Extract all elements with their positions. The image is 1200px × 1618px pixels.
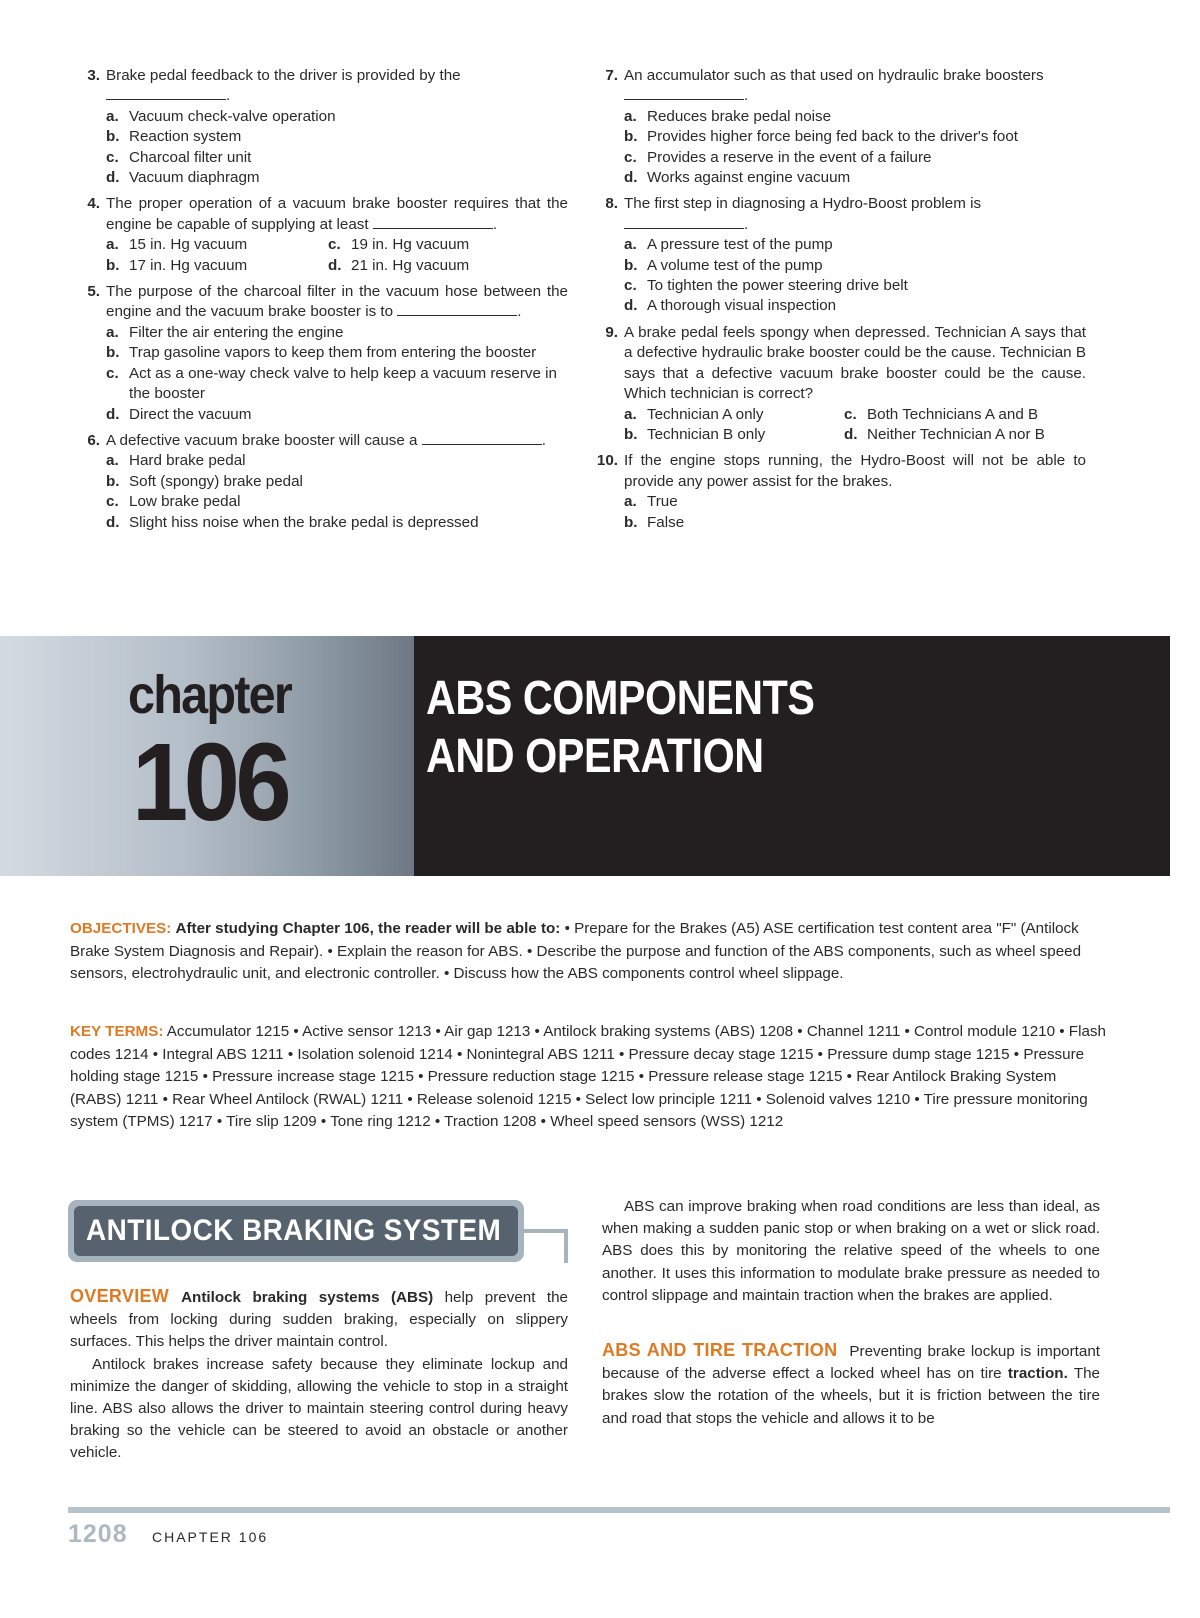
answer-blank [422,432,542,445]
objectives-label: OBJECTIVES: [70,920,172,937]
footer-rule [68,1507,1170,1513]
section-connector [524,1229,568,1233]
option: c. 19 in. Hg vacuum [328,236,470,254]
chapter-title: ABS COMPONENTS AND OPERATION [426,672,815,783]
option: d. Slight hiss noise when the brake pedal is depressed [106,513,479,531]
option: d. Works against engine vacuum [624,169,851,187]
overview-paragraph-2: Antilock brakes increase safety because they eliminate lockup and minimize the danger of skidding, allowing the vehicle to stop in a straight line. ABS also allows the driver to maintain steering control during heavy braking so the vehicle can be steered to avoid an obstacle or another vehicle. [70,1355,568,1462]
question-number: 7. [605,67,618,84]
question-number: 9. [605,323,618,341]
question-number: 3. [87,67,100,84]
question-8 [596,194,1086,316]
option: b. Soft (spongy) brake pedal [106,472,303,490]
overview-paragraph-1: OVERVIEW Antilock braking systems (ABS) help prevent the wheels from locking during sudden braking, especially on slippery surfaces. This helps the driver maintain control. [70,1286,568,1351]
option: a. Vacuum check-valve operation [106,107,336,125]
question-6 [78,431,568,533]
option: a. Reduces brake pedal noise [624,107,832,125]
chapter-number: 106 [132,721,288,844]
option: c. Provides a reserve in the event of a failure [624,148,932,166]
option: a. Filter the air entering the engine [106,323,344,341]
question-text: A defective vacuum brake booster will cause a . [106,431,546,449]
section-connector-vertical [564,1229,568,1263]
option: c. To tighten the power steering drive belt [624,277,908,295]
question-text: An accumulator such as that used on hydraulic brake boosters . [624,67,1044,105]
overview-body [70,1285,568,1465]
question-number: 6. [87,431,100,449]
options-grid [106,235,568,276]
footer-chapter-label: CHAPTER 106 [152,1529,269,1545]
option: a. True [624,493,678,511]
question-3 [78,66,568,188]
question-9 [596,323,1086,445]
option: d. A thorough visual inspection [624,297,837,315]
question-number: 8. [605,195,618,213]
answer-blank [624,216,744,229]
overview-heading: OVERVIEW [70,1286,170,1306]
question-text: If the engine stops running, the Hydro-Boost will not be able to provide any power assist for the brakes. [624,452,1086,490]
questions-left-column [78,66,568,539]
question-10 [596,451,1086,533]
chapter-word: chapter [128,665,291,725]
option: c. Act as a one-way check valve to help keep a vacuum reserve in the booster [106,364,558,403]
objectives-lead: After studying Chapter 106, the reader will be able to: [175,920,561,937]
right-body [602,1196,1100,1430]
options-grid [624,405,1086,446]
page-number: 1208 [68,1520,128,1548]
question-text: The proper operation of a vacuum brake booster requires that the engine be capable of supplying at least . [106,195,568,233]
question-text: The purpose of the charcoal filter in the vacuum hose between the engine and the vacuum brake booster is to . [106,283,568,321]
option: d. Direct the vacuum [106,405,252,423]
option: b. Provides higher force being fed back to the driver's foot [624,128,1018,146]
answer-blank [624,87,744,100]
objectives [70,918,1108,986]
option: b. Reaction system [106,128,242,146]
overview-term: Antilock braking systems (ABS) [181,1289,434,1306]
option: a. Hard brake pedal [106,452,246,470]
question-7 [596,66,1086,188]
traction-term: traction. [1007,1365,1068,1383]
question-number: 10. [596,452,618,470]
traction-heading: ABS AND TIRE TRACTION [602,1340,838,1361]
answer-blank [373,216,493,229]
option: b. 17 in. Hg vacuum [106,256,248,274]
option: a. Technician A only [624,405,764,423]
option: c. Both Technicians A and B [844,405,1039,423]
option: a. 15 in. Hg vacuum [106,236,248,254]
option: d. Neither Technician A nor B [844,425,1045,443]
key-terms [70,1021,1108,1134]
question-number: 4. [87,195,100,213]
answer-blank [106,87,226,100]
key-terms-label: KEY TERMS: [70,1023,164,1040]
question-text: A brake pedal feels spongy when depressed. Technician A says that a defective hydraulic brake booster could be the cause. Technician B says that a defective vacuum brake booster could be the cause. Which technician is correct? [624,323,1086,403]
abs-paragraph: ABS can improve braking when road conditions are less than ideal, as when making a sudden panic stop or when braking on a wet or slick road. ABS does this by monitoring the relative speed of the wheels to one another. It uses this information to modulate brake pressure as needed to control slippage and maintain traction when the brakes are applied. [602,1198,1100,1304]
key-terms-text: Accumulator 1215 • Active sensor 1213 • Air gap 1213 • Antilock braking systems (ABS) 1208 • Channel 1211 • Control module 1210 • Flash codes 1214 • Integral ABS 1211 • Isolation solenoid 1214 • Nonintegral ABS 1211 • Pressure decay stage 1215 • Pressure dump stage 1215 • Pressure holding stage 1215 • Pressure increase stage 1215 • Pressure reduction stage 1215 • Pressure release stage 1215 • Rear Antilock Braking System (RABS) 1211 • Rear Wheel Antilock (RWAL) 1211 • Release solenoid 1215 • Select low principle 1211 • Solenoid valves 1210 • Tire pressure monitoring system (TPMS) 1217 • Tire slip 1209 • Tone ring 1212 • Traction 1208 • Wheel speed sensors (WSS) 1212 [70,1023,1106,1130]
question-number: 5. [87,283,100,301]
option: a. A pressure test of the pump [624,236,833,254]
option: b. Trap gasoline vapors to keep them from entering the booster [106,344,537,362]
answer-blank [397,303,517,316]
question-text: Brake pedal feedback to the driver is provided by the . [106,67,461,105]
objectives-text: • Prepare for the Brakes (A5) ASE certification test content area "F" (Antilock Brake System Diagnosis and Repair). • Explain the reason for ABS. • Describe the purpose and function of the ABS components, such as wheel speed sensors, electrohydraulic unit, and electronic controller. • Discuss how the ABS components control wheel slippage. [70,920,1082,982]
option: d. Vacuum diaphragm [106,169,260,187]
option: d. 21 in. Hg vacuum [328,256,470,274]
section-title: ANTILOCK BRAKING SYSTEM [86,1214,502,1247]
questions-right-column [596,66,1086,539]
option: c. Charcoal filter unit [106,148,252,166]
traction-paragraph: ABS AND TIRE TRACTION Preventing brake lockup is important because of the adverse effect a locked wheel has on tire traction. The brakes slow the rotation of the wheels, but it is friction between the tire and road that stops the vehicle and allows it to be [602,1340,1101,1427]
option: c. Low brake pedal [106,493,241,511]
question-text: The first step in diagnosing a Hydro-Boost problem is . [624,195,982,233]
question-4 [78,194,568,276]
option: b. False [624,513,685,531]
question-5 [78,282,568,425]
option: b. Technician B only [624,425,766,443]
option: b. A volume test of the pump [624,256,823,274]
